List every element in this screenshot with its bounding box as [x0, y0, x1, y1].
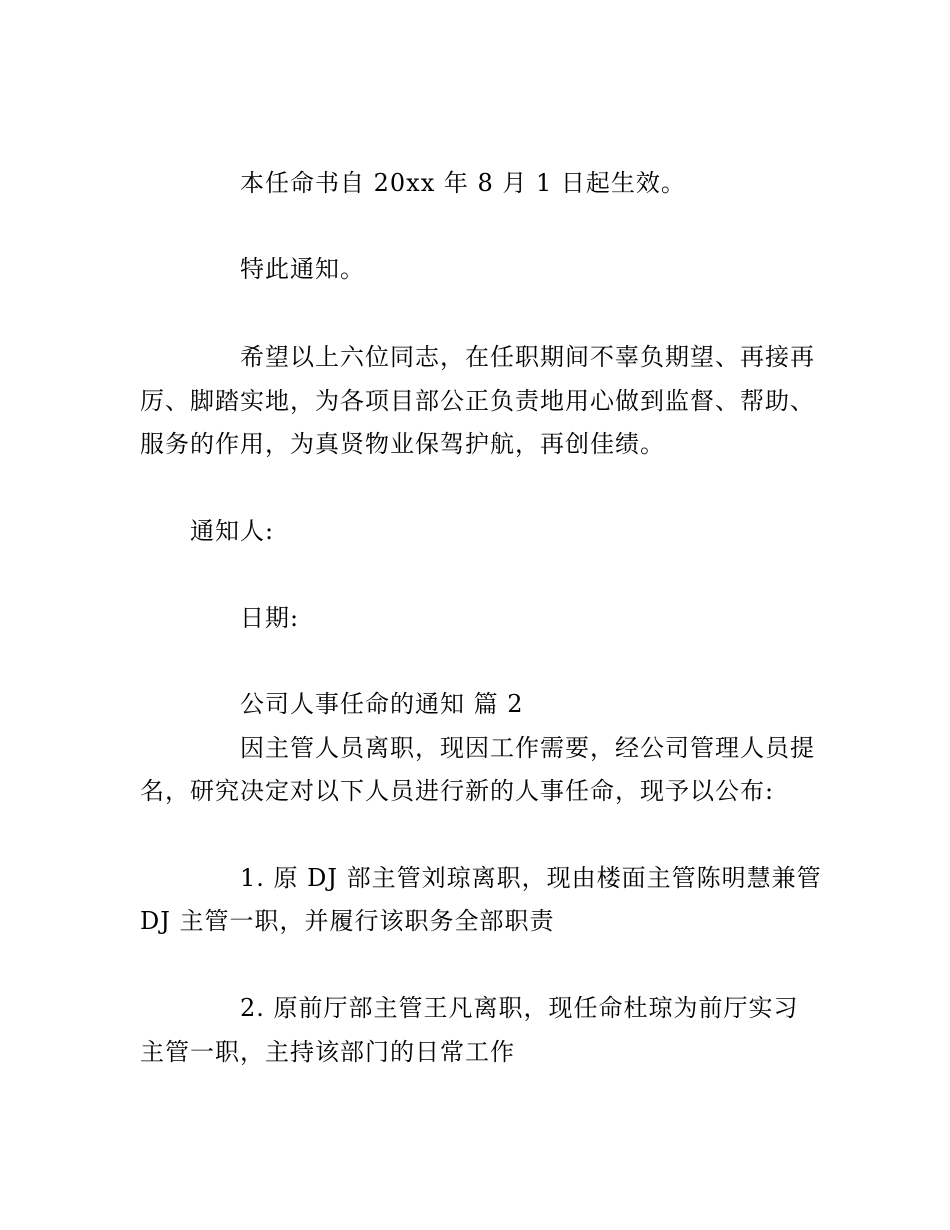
item-1-line-2: DJ 主管一职，并履行该职务全部职责	[140, 907, 555, 935]
effective-date-line: 本任命书自 20xx 年 8 月 1 日起生效。	[240, 169, 686, 197]
item-1-line-1: 1. 原 DJ 部主管刘琼离职，现由楼面主管陈明慧兼管	[240, 864, 822, 892]
hope-paragraph-line-2: 厉、脚踏实地，为各项目部公正负责地用心做到监督、帮助、	[140, 387, 815, 415]
notifier-label: 通知人:	[190, 517, 275, 545]
notice-line: 特此通知。	[240, 255, 365, 283]
intro-paragraph-line-2: 名，研究决定对以下人员进行新的人事任命，现予以公布:	[140, 777, 775, 805]
date-label: 日期:	[240, 604, 300, 632]
item-2-line-1: 2. 原前厅部主管王凡离职，现任命杜琼为前厅实习	[240, 994, 799, 1022]
section-title: 公司人事任命的通知 篇 2	[240, 690, 524, 718]
hope-paragraph-line-1: 希望以上六位同志，在任职期间不辜负期望、再接再	[240, 343, 815, 371]
hope-paragraph-line-3: 服务的作用，为真贤物业保驾护航，再创佳绩。	[140, 430, 665, 458]
intro-paragraph-line-1: 因主管人员离职，现因工作需要，经公司管理人员提	[240, 734, 815, 762]
item-2-line-2: 主管一职，主持该部门的日常工作	[140, 1038, 515, 1066]
